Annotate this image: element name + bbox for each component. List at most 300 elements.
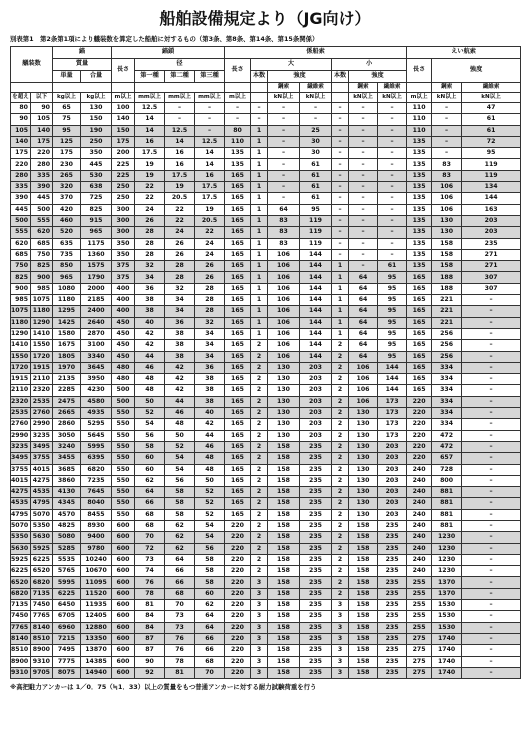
unit-cell: mm以上 bbox=[135, 93, 165, 103]
table-cell: 10240 bbox=[81, 554, 112, 565]
table-cell: 14 bbox=[195, 148, 225, 159]
table-cell: 165 bbox=[225, 396, 251, 407]
table-cell: – bbox=[349, 148, 378, 159]
table-cell: 165 bbox=[225, 441, 251, 452]
table-cell: 1 bbox=[332, 283, 349, 294]
header-sub-spacer bbox=[11, 83, 53, 93]
table-cell: 2 bbox=[251, 408, 268, 419]
table-row bbox=[11, 588, 521, 599]
table-cell: 2 bbox=[251, 419, 268, 430]
table-cell: 158 bbox=[268, 645, 300, 656]
table-cell: 14385 bbox=[81, 656, 112, 667]
table-cell: 2 bbox=[251, 453, 268, 464]
table-cell: 3455 bbox=[53, 453, 81, 464]
table-cell: 600 bbox=[112, 645, 135, 656]
table-cell: 220 bbox=[225, 633, 251, 644]
header-anchor: 錨 bbox=[53, 47, 112, 59]
header-small: 小 bbox=[332, 59, 407, 71]
table-cell: 1575 bbox=[81, 261, 112, 272]
table-cell: 638 bbox=[81, 182, 112, 193]
table-cell: 130 bbox=[349, 430, 378, 441]
table-cell: 68 bbox=[135, 520, 165, 531]
table-cell: 54 bbox=[195, 532, 225, 543]
table-cell: 265 bbox=[53, 170, 81, 181]
table-cell: – bbox=[378, 227, 407, 238]
table-cell: 550 bbox=[112, 487, 135, 498]
table-cell: 165 bbox=[225, 283, 251, 294]
table-cell: 165 bbox=[225, 261, 251, 272]
table-row bbox=[11, 487, 521, 498]
table-cell: 3240 bbox=[53, 441, 81, 452]
table-cell: 5070 bbox=[11, 520, 31, 531]
header-outfit-number: 艤装数 bbox=[11, 47, 53, 83]
table-cell: 985 bbox=[11, 295, 31, 306]
table-cell: 4795 bbox=[31, 498, 53, 509]
table-cell: 48 bbox=[135, 385, 165, 396]
table-cell: 26 bbox=[165, 238, 195, 249]
table-cell: 106 bbox=[349, 396, 378, 407]
table-cell: 235 bbox=[378, 656, 407, 667]
table-cell: 460 bbox=[53, 215, 81, 226]
header-grade1: 第一種 bbox=[135, 71, 165, 83]
table-cell: 130 bbox=[268, 419, 300, 430]
table-cell: 220 bbox=[11, 159, 31, 170]
header-tow-strength: 強度 bbox=[432, 59, 521, 83]
table-cell: 203 bbox=[300, 374, 332, 385]
table-cell: 300 bbox=[112, 215, 135, 226]
table-cell: 235 bbox=[378, 611, 407, 622]
table-cell: 95 bbox=[378, 340, 407, 351]
table-cell: 881 bbox=[432, 487, 462, 498]
table-cell: 158 bbox=[349, 622, 378, 633]
table-cell: 24 bbox=[195, 249, 225, 260]
table-cell: 28 bbox=[195, 295, 225, 306]
table-cell: 600 bbox=[112, 667, 135, 678]
table-cell: 34 bbox=[135, 272, 165, 283]
table-cell: 220 bbox=[225, 554, 251, 565]
table-cell: 58 bbox=[165, 487, 195, 498]
table-cell: – bbox=[349, 182, 378, 193]
table-cell: 1 bbox=[251, 249, 268, 260]
table-cell: 13870 bbox=[81, 645, 112, 656]
table-cell: 530 bbox=[81, 170, 112, 181]
table-cell: 42 bbox=[165, 385, 195, 396]
table-cell: 38 bbox=[165, 328, 195, 339]
table-cell: 2 bbox=[251, 487, 268, 498]
table-cell: 165 bbox=[225, 249, 251, 260]
table-cell: – bbox=[462, 396, 521, 407]
table-cell: 3050 bbox=[53, 430, 81, 441]
table-cell: 70 bbox=[165, 600, 195, 611]
table-cell: 150 bbox=[112, 125, 135, 136]
header-mass: 質量 bbox=[53, 59, 112, 71]
table-cell: 64 bbox=[195, 622, 225, 633]
table-cell: 61 bbox=[300, 193, 332, 204]
table-row bbox=[11, 611, 521, 622]
table-cell: 165 bbox=[407, 317, 432, 328]
table-cell: 965 bbox=[81, 227, 112, 238]
table-cell: 17.5 bbox=[195, 193, 225, 204]
table-cell: 110 bbox=[407, 103, 432, 114]
table-cell: – bbox=[332, 182, 349, 193]
table-cell: – bbox=[332, 227, 349, 238]
table-cell: 307 bbox=[462, 272, 521, 283]
table-cell: 62 bbox=[195, 600, 225, 611]
table-cell: 158 bbox=[349, 645, 378, 656]
table-cell: 235 bbox=[300, 543, 332, 554]
table-cell: 220 bbox=[225, 543, 251, 554]
table-cell: 600 bbox=[112, 600, 135, 611]
table-cell: 52 bbox=[195, 487, 225, 498]
table-cell: 1 bbox=[332, 272, 349, 283]
table-cell: 34 bbox=[195, 340, 225, 351]
table-cell: 350 bbox=[81, 148, 112, 159]
table-cell: 2760 bbox=[31, 408, 53, 419]
table-cell: 66 bbox=[165, 566, 195, 577]
table-cell: 275 bbox=[407, 645, 432, 656]
table-cell: 165 bbox=[225, 182, 251, 193]
table-cell: 900 bbox=[11, 283, 31, 294]
table-cell: 2000 bbox=[81, 283, 112, 294]
unit-cell: 以下 bbox=[31, 93, 53, 103]
table-cell: 235 bbox=[300, 441, 332, 452]
table-row bbox=[11, 272, 521, 283]
table-cell: 165 bbox=[225, 385, 251, 396]
table-cell: 144 bbox=[300, 249, 332, 260]
table-cell: 78 bbox=[165, 656, 195, 667]
table-row bbox=[11, 374, 521, 385]
table-cell: 11935 bbox=[81, 600, 112, 611]
table-cell: 165 bbox=[407, 351, 432, 362]
table-cell: 163 bbox=[462, 204, 521, 215]
table-cell: – bbox=[462, 622, 521, 633]
table-cell: 3 bbox=[251, 667, 268, 678]
table-cell: 19 bbox=[135, 159, 165, 170]
table-cell: – bbox=[349, 193, 378, 204]
table-cell: 158 bbox=[432, 249, 462, 260]
table-cell: 46 bbox=[165, 408, 195, 419]
table-cell: 130 bbox=[81, 103, 112, 114]
table-cell: 2990 bbox=[11, 430, 31, 441]
table-cell: 165 bbox=[225, 340, 251, 351]
table-cell: 38 bbox=[195, 385, 225, 396]
table-cell: 42 bbox=[135, 340, 165, 351]
table-cell: 165 bbox=[407, 385, 432, 396]
table-cell: 26 bbox=[135, 215, 165, 226]
table-cell: – bbox=[349, 227, 378, 238]
unit-cell: m以上 bbox=[112, 93, 135, 103]
table-cell: 125 bbox=[53, 136, 81, 147]
table-cell: 158 bbox=[268, 577, 300, 588]
table-cell: 2 bbox=[251, 396, 268, 407]
table-cell: – bbox=[462, 611, 521, 622]
table-cell: – bbox=[378, 159, 407, 170]
table-row bbox=[11, 667, 521, 678]
table-cell: 240 bbox=[407, 475, 432, 486]
table-cell: 34 bbox=[195, 351, 225, 362]
table-cell: 1790 bbox=[81, 272, 112, 283]
table-cell: 256 bbox=[432, 328, 462, 339]
table-cell: 203 bbox=[378, 441, 407, 452]
table-row bbox=[11, 227, 521, 238]
table-cell: 225 bbox=[112, 159, 135, 170]
table-cell: 144 bbox=[300, 306, 332, 317]
table-cell: – bbox=[462, 385, 521, 396]
table-cell: – bbox=[378, 249, 407, 260]
table-cell: 320 bbox=[53, 182, 81, 193]
table-cell: 550 bbox=[112, 408, 135, 419]
table-cell: 106 bbox=[349, 374, 378, 385]
table-cell: 50 bbox=[135, 396, 165, 407]
table-row bbox=[11, 464, 521, 475]
table-cell: 38 bbox=[165, 340, 195, 351]
table-cell: 334 bbox=[432, 362, 462, 373]
table-cell: – bbox=[462, 441, 521, 452]
table-cell: 2 bbox=[251, 543, 268, 554]
table-cell: – bbox=[462, 306, 521, 317]
table-cell: 76 bbox=[165, 633, 195, 644]
table-cell: 2 bbox=[251, 430, 268, 441]
table-cell: 250 bbox=[81, 136, 112, 147]
header-grade2: 第二種 bbox=[165, 71, 195, 83]
table-cell: 52 bbox=[165, 441, 195, 452]
table-cell: 235 bbox=[300, 667, 332, 678]
table-cell: 6520 bbox=[31, 566, 53, 577]
table-cell: 2110 bbox=[31, 374, 53, 385]
table-cell: 235 bbox=[378, 600, 407, 611]
unit-cell: kN以上 bbox=[268, 93, 300, 103]
table-cell: 203 bbox=[300, 362, 332, 373]
header-sub-spacer bbox=[53, 83, 112, 93]
table-cell: 1 bbox=[251, 182, 268, 193]
table-cell: 32 bbox=[165, 283, 195, 294]
table-cell: 72 bbox=[135, 543, 165, 554]
table-row bbox=[11, 566, 521, 577]
table-cell: 900 bbox=[31, 272, 53, 283]
header-total: 合量 bbox=[81, 71, 112, 83]
table-cell: 130 bbox=[268, 396, 300, 407]
table-cell: 240 bbox=[407, 464, 432, 475]
table-cell: – bbox=[462, 520, 521, 531]
table-cell: 2 bbox=[332, 430, 349, 441]
table-cell: – bbox=[378, 114, 407, 125]
table-cell: 58 bbox=[165, 498, 195, 509]
table-cell: – bbox=[432, 136, 462, 147]
table-cell: 235 bbox=[300, 645, 332, 656]
table-cell: 7765 bbox=[31, 611, 53, 622]
table-cell: 19 bbox=[195, 204, 225, 215]
table-cell: 235 bbox=[378, 520, 407, 531]
table-cell: 165 bbox=[407, 340, 432, 351]
table-cell: 1180 bbox=[11, 317, 31, 328]
table-cell: 1740 bbox=[432, 667, 462, 678]
table-cell: 90 bbox=[31, 103, 53, 114]
table-cell: 87 bbox=[135, 633, 165, 644]
table-cell: 34 bbox=[165, 295, 195, 306]
table-cell: 500 bbox=[112, 385, 135, 396]
table-cell: 165 bbox=[225, 408, 251, 419]
header-tow-fiber: 繊維索 bbox=[462, 83, 521, 93]
table-cell: 26 bbox=[195, 261, 225, 272]
table-cell: – bbox=[225, 114, 251, 125]
table-cell: 16 bbox=[135, 136, 165, 147]
table-cell: 255 bbox=[407, 577, 432, 588]
table-cell: – bbox=[462, 317, 521, 328]
table-cell: 255 bbox=[407, 611, 432, 622]
table-cell: 235 bbox=[300, 475, 332, 486]
table-row bbox=[11, 114, 521, 125]
table-cell: 119 bbox=[462, 170, 521, 181]
table-cell: 2665 bbox=[53, 408, 81, 419]
table-cell: 144 bbox=[378, 362, 407, 373]
header-small-steel: 鋼索 bbox=[349, 83, 378, 93]
table-row bbox=[11, 306, 521, 317]
table-cell: 2 bbox=[251, 464, 268, 475]
table-cell: 2475 bbox=[53, 396, 81, 407]
table-cell: 9780 bbox=[81, 543, 112, 554]
table-cell: 158 bbox=[268, 487, 300, 498]
table-cell: 390 bbox=[31, 182, 53, 193]
table-cell: 165 bbox=[407, 295, 432, 306]
table-cell: 4015 bbox=[11, 475, 31, 486]
table-cell: 725 bbox=[81, 193, 112, 204]
table-cell: 5080 bbox=[53, 532, 81, 543]
table-cell: 256 bbox=[432, 340, 462, 351]
table-cell: 3 bbox=[332, 645, 349, 656]
table-cell: 66 bbox=[195, 633, 225, 644]
table-cell: 220 bbox=[407, 396, 432, 407]
table-cell: – bbox=[432, 125, 462, 136]
table-cell: 271 bbox=[462, 249, 521, 260]
table-cell: 334 bbox=[432, 374, 462, 385]
table-cell: – bbox=[268, 103, 300, 114]
table-cell: 334 bbox=[432, 385, 462, 396]
table-cell: 1915 bbox=[31, 362, 53, 373]
table-cell: 240 bbox=[407, 487, 432, 498]
table-cell: 1290 bbox=[11, 328, 31, 339]
table-cell: 60 bbox=[135, 464, 165, 475]
table-cell: 158 bbox=[349, 667, 378, 678]
table-cell: 76 bbox=[135, 577, 165, 588]
table-cell: 5925 bbox=[11, 554, 31, 565]
table-cell: 12.5 bbox=[195, 136, 225, 147]
header-large-fiber: 繊維索 bbox=[300, 83, 332, 93]
table-cell: 158 bbox=[268, 475, 300, 486]
table-cell: 36 bbox=[135, 283, 165, 294]
table-cell: 2 bbox=[332, 453, 349, 464]
table-cell: 165 bbox=[225, 170, 251, 181]
table-cell: 30 bbox=[300, 148, 332, 159]
table-cell: 2 bbox=[332, 351, 349, 362]
table-cell: – bbox=[462, 295, 521, 306]
header-sub-spacer bbox=[135, 83, 225, 93]
table-cell: – bbox=[462, 464, 521, 475]
table-cell: 220 bbox=[225, 588, 251, 599]
table-cell: 1970 bbox=[53, 362, 81, 373]
table-cell: 144 bbox=[300, 295, 332, 306]
table-cell: 20.5 bbox=[165, 193, 195, 204]
table-cell: 2 bbox=[251, 340, 268, 351]
table-cell: 550 bbox=[112, 498, 135, 509]
table-cell: 450 bbox=[112, 317, 135, 328]
table-cell: 250 bbox=[112, 193, 135, 204]
table-cell: 11520 bbox=[81, 588, 112, 599]
table-cell: – bbox=[349, 261, 378, 272]
table-cell: 3 bbox=[332, 633, 349, 644]
table-cell: 1 bbox=[251, 148, 268, 159]
table-cell: 600 bbox=[112, 588, 135, 599]
table-cell: 220 bbox=[225, 600, 251, 611]
table-cell: 173 bbox=[378, 419, 407, 430]
table-header bbox=[11, 47, 521, 103]
table-cell: 165 bbox=[225, 498, 251, 509]
table-cell: 965 bbox=[53, 272, 81, 283]
table-cell: 64 bbox=[349, 283, 378, 294]
table-cell: 255 bbox=[407, 588, 432, 599]
table-cell: 158 bbox=[349, 656, 378, 667]
table-cell: 165 bbox=[225, 509, 251, 520]
table-cell: 6820 bbox=[81, 464, 112, 475]
table-cell: 1740 bbox=[432, 656, 462, 667]
table-cell: 220 bbox=[407, 419, 432, 430]
table-cell: 47 bbox=[462, 103, 521, 114]
table-cell: 38 bbox=[195, 374, 225, 385]
table-cell: 1720 bbox=[11, 362, 31, 373]
table-cell: 106 bbox=[268, 295, 300, 306]
table-cell: 4535 bbox=[31, 487, 53, 498]
table-cell: 12880 bbox=[81, 622, 112, 633]
table-cell: 106 bbox=[268, 340, 300, 351]
table-cell: 221 bbox=[432, 295, 462, 306]
table-cell: 34 bbox=[165, 306, 195, 317]
table-cell: 106 bbox=[268, 283, 300, 294]
table-cell: 2 bbox=[251, 520, 268, 531]
table-row bbox=[11, 148, 521, 159]
table-cell: 58 bbox=[195, 566, 225, 577]
table-cell: 881 bbox=[432, 509, 462, 520]
table-cell: 235 bbox=[378, 543, 407, 554]
table-cell: 14 bbox=[135, 114, 165, 125]
table-cell: 4345 bbox=[53, 498, 81, 509]
table-cell: – bbox=[349, 249, 378, 260]
table-cell: 14940 bbox=[81, 667, 112, 678]
header-sub-spacer bbox=[251, 83, 268, 93]
table-cell: 58 bbox=[195, 554, 225, 565]
table-cell: 158 bbox=[268, 464, 300, 475]
table-cell: – bbox=[165, 103, 195, 114]
table-cell: 62 bbox=[135, 475, 165, 486]
table-cell: 144 bbox=[378, 385, 407, 396]
table-cell: 445 bbox=[11, 204, 31, 215]
table-cell: – bbox=[251, 114, 268, 125]
table-cell: 188 bbox=[432, 283, 462, 294]
table-cell: 83 bbox=[268, 227, 300, 238]
table-cell: 135 bbox=[407, 182, 432, 193]
table-cell: 1530 bbox=[432, 611, 462, 622]
table-cell: 44 bbox=[195, 430, 225, 441]
header-small-strength: 強度 bbox=[349, 71, 407, 83]
table-cell: 158 bbox=[349, 566, 378, 577]
table-cell: 158 bbox=[268, 554, 300, 565]
table-cell: – bbox=[332, 148, 349, 159]
table-cell: 280 bbox=[31, 159, 53, 170]
table-cell: – bbox=[462, 351, 521, 362]
table-cell: 985 bbox=[31, 283, 53, 294]
table-cell: – bbox=[332, 125, 349, 136]
table-cell: 550 bbox=[112, 509, 135, 520]
table-cell: 158 bbox=[268, 600, 300, 611]
table-cell: 1740 bbox=[432, 633, 462, 644]
